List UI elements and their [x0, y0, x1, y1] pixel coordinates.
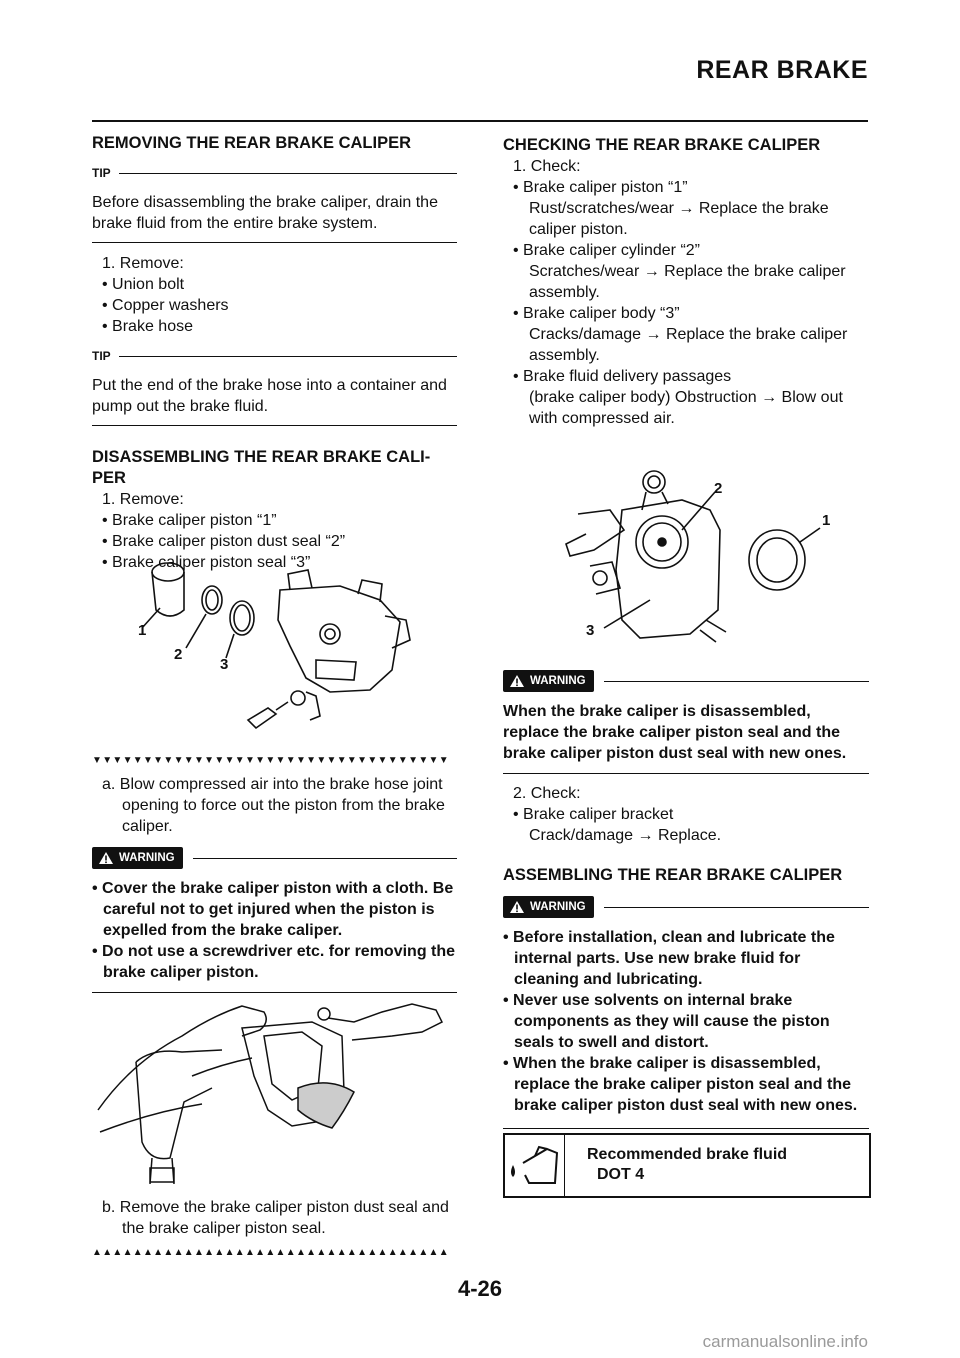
figure-callout: 2 [174, 646, 183, 663]
step-remove: 1. Remove: [102, 491, 184, 508]
list-item: • Brake caliper body “3” [513, 305, 680, 322]
page-number: 4-26 [457, 1276, 503, 1301]
list-item: • Brake caliper bracket [513, 806, 674, 823]
warning-item: • Never use solvents on internal brake components as they will cause the piston seals to swell and distort. [503, 992, 830, 1051]
warning-icon [509, 674, 525, 688]
caliper-inspection-figure [550, 470, 850, 650]
right-column [503, 135, 869, 429]
fluid-label: Recommended brake fluid [587, 1146, 788, 1163]
tip-end-rule [92, 425, 457, 426]
tip-label: TIP [92, 349, 111, 363]
fluid-text [587, 1145, 787, 1185]
figure-callout: 3 [586, 622, 595, 639]
warning-icon [509, 900, 525, 914]
header-rule [92, 120, 868, 122]
list-item: • Brake caliper piston dust seal “2” [102, 533, 346, 550]
procedure-start-marker: ▼▼▼▼▼▼▼▼▼▼▼▼▼▼▼▼▼▼▼▼▼▼▼▼▼▼▼▼▼▼▼▼▼▼▼ [92, 755, 449, 766]
warning-rule [604, 907, 869, 908]
fluid-icon-cell [505, 1135, 565, 1196]
left-column-bottom [92, 1197, 457, 1259]
left-column [92, 133, 457, 573]
caliper-parts-figure [130, 550, 430, 740]
list-item: • Copper washers [102, 297, 229, 314]
tip-label: TIP [92, 166, 111, 180]
warning-label: WARNING [530, 674, 586, 687]
warning-end-rule [503, 773, 869, 774]
figure-callout: 3 [220, 656, 229, 673]
warning-badge [503, 670, 594, 692]
step-remove: 1. Remove: [102, 255, 184, 272]
section-heading-checking: CHECKING THE REAR BRAKE CALIPER [503, 136, 821, 154]
warning-header [503, 896, 869, 918]
right-column-middle [503, 670, 869, 1116]
tip-end-rule [92, 242, 457, 243]
oil-can-icon [505, 1135, 564, 1196]
fluid-value: DOT 4 [597, 1166, 645, 1183]
air-gun-figure [92, 992, 457, 1192]
step-check: 2. Check: [513, 785, 581, 802]
figure-callout: 2 [714, 480, 723, 497]
tip-text: Before disassembling the brake caliper, drain the brake fluid from the entire brake system. [92, 194, 438, 232]
warning-text: When the brake caliper is disassembled, replace the brake caliper piston seal and the brake caliper piston dust seal with new ones. [503, 703, 847, 762]
section-heading-assembling: ASSEMBLING THE REAR BRAKE CALIPER [503, 866, 843, 884]
list-item: • Brake hose [102, 318, 193, 335]
figure-callout: 1 [138, 622, 147, 639]
list-item: • Brake fluid delivery passages [513, 368, 732, 385]
warning-item: • Cover the brake caliper piston with a cloth. Be careful not to get injured when the piston is expelled from the brake caliper. [92, 880, 454, 939]
warning-end-rule [503, 1128, 869, 1129]
warning-rule [193, 858, 457, 859]
warning-item: • Before installation, clean and lubricate the internal parts. Use new brake fluid for cleaning and lubricating. [503, 929, 835, 988]
warning-icon [98, 851, 114, 865]
list-item-detail: Cracks/damage → Replace the brake caliper assembly. [529, 326, 848, 364]
figure-callout: 1 [822, 512, 831, 529]
list-item: • Brake caliper piston “1” [513, 179, 688, 196]
list-item-detail: Crack/damage → Replace. [529, 827, 722, 844]
list-item: • Brake caliper piston seal “3” [102, 554, 311, 571]
substep-a: a. Blow compressed air into the brake hose joint opening to force out the piston from the brake caliper. [102, 776, 445, 835]
warning-badge [92, 847, 183, 869]
left-column-lower [92, 755, 457, 993]
warning-header [92, 847, 457, 869]
list-item-detail: Scratches/wear → Replace the brake caliper assembly. [529, 263, 846, 301]
list-item: • Brake caliper cylinder “2” [513, 242, 700, 259]
tip-rule [119, 173, 457, 174]
step-check: 1. Check: [513, 158, 581, 175]
list-item: • Brake caliper piston “1” [102, 512, 277, 529]
warning-badge [503, 896, 594, 918]
warning-label: WARNING [530, 900, 586, 913]
warning-header [503, 670, 869, 692]
tip-text: Put the end of the brake hose into a container and pump out the brake fluid. [92, 377, 447, 415]
warning-rule [604, 681, 869, 682]
page-title: REAR BRAKE [696, 56, 868, 84]
tip-rule [119, 356, 457, 357]
section-heading-removing: REMOVING THE REAR BRAKE CALIPER [92, 134, 412, 152]
warning-label: WARNING [119, 851, 175, 864]
list-item: • Union bolt [102, 276, 185, 293]
tip-header [92, 346, 457, 367]
tip-header [92, 163, 457, 184]
procedure-end-marker: ▲▲▲▲▲▲▲▲▲▲▲▲▲▲▲▲▲▲▲▲▲▲▲▲▲▲▲▲▲▲▲▲▲▲▲ [92, 1247, 449, 1258]
warning-item: • Do not use a screwdriver etc. for removing the brake caliper piston. [92, 943, 456, 981]
list-item-detail: Rust/scratches/wear → Replace the brake caliper piston. [529, 200, 829, 238]
section-heading-disassembling: DISASSEMBLING THE REAR BRAKE CALI-PER [92, 448, 431, 487]
watermark: carmanualsonline.info [702, 1332, 868, 1351]
substep-b: b. Remove the brake caliper piston dust seal and the brake caliper piston seal. [102, 1199, 449, 1237]
recommended-fluid-box [503, 1133, 871, 1198]
list-item-detail: (brake caliper body) Obstruction → Blow out with compressed air. [529, 389, 843, 427]
warning-item: • When the brake caliper is disassembled, replace the brake caliper piston seal and the brake caliper piston dust seal with new ones. [503, 1055, 858, 1114]
